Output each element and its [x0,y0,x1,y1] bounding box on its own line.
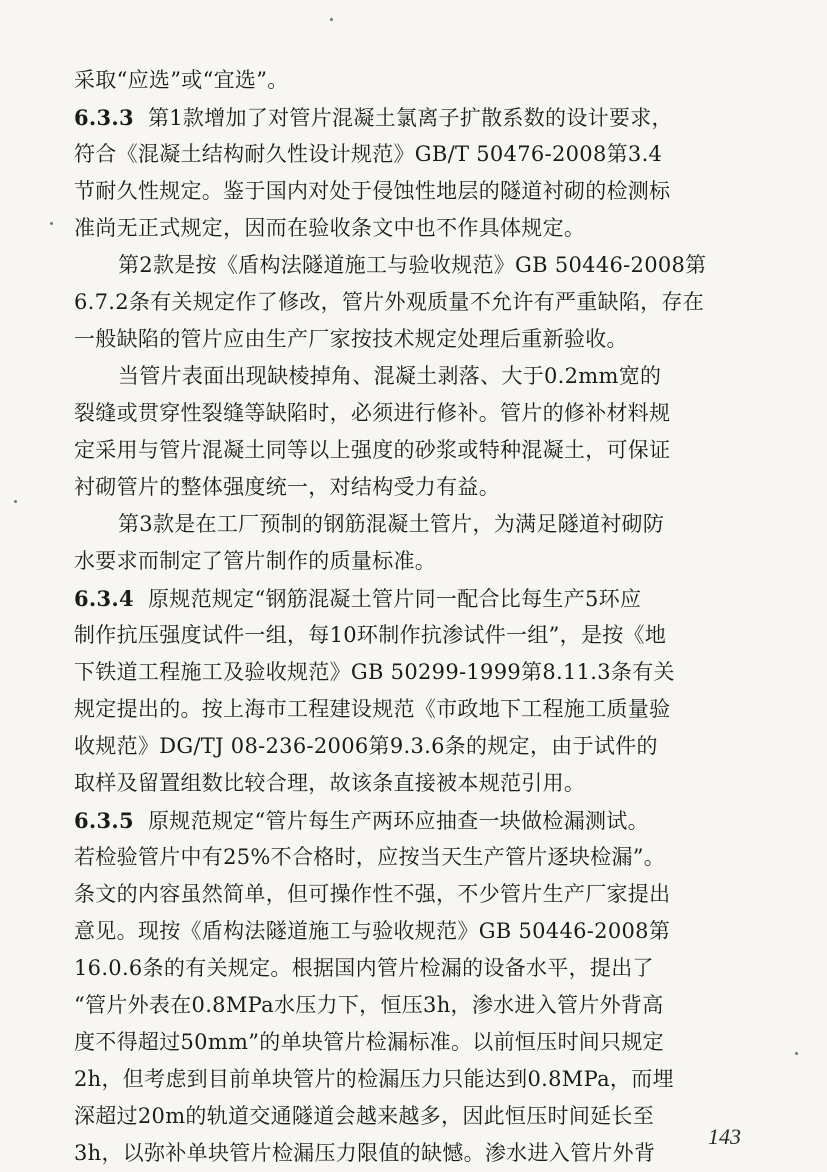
line-text: 第3款是在工厂预制的钢筋混凝土管片，为满足隧道衬砌防 [118,512,665,536]
line-text: 准尚无正式规定，因而在验收条文中也不作具体规定。 [74,216,586,240]
section-number: 6.3.5 [74,808,134,833]
text-line [74,432,764,469]
text-line [74,913,764,950]
text-line [74,136,764,173]
text-line [74,1024,764,1061]
line-text: 一般缺陷的管片应由生产厂家按技术规定处理后重新验收。 [74,327,628,351]
text-line [74,1061,764,1098]
line-text: 原规范规定“钢筋混凝土管片同一配合比每生产5环应 [147,587,642,611]
line-text: 符合《混凝土结构耐久性设计规范》GB/T 50476-2008第3.4 [74,142,663,166]
line-text: 收规范》DG/TJ 08-236-2006第9.3.6条的规定，由于试件的 [74,734,658,758]
text-line [74,469,764,506]
text-line [74,654,764,691]
text-line [74,358,764,395]
text-line [74,765,764,802]
scan-speck [330,18,333,21]
text-line [74,1098,764,1135]
text-line [74,950,764,987]
line-text: 第2款是按《盾构法隧道施工与验收规范》GB 50446-2008第 [118,253,707,277]
text-line [74,210,764,247]
line-text: 节耐久性规定。鉴于国内对处于侵蚀性地层的隧道衬砌的检测标 [74,179,671,203]
line-text: 当管片表面出现缺棱掉角、混凝土剥落、大于0.2mm宽的 [118,364,662,388]
line-text: 度不得超过50mm”的单块管片检漏标准。以前恒压时间只规定 [74,1030,664,1054]
text-line [74,987,764,1024]
line-text: 制作抗压强度试件一组，每10环制作抗渗试件一组”，是按《地 [74,623,667,647]
scan-speck [14,500,17,503]
line-text: 第1款增加了对管片混凝土氯离子扩散系数的设计要求， [147,106,673,130]
line-text: 6.7.2条有关规定作了修改，管片外观质量不允许有严重缺陷，存在 [74,290,705,314]
text-line [74,62,764,99]
line-text: 3h，以弥补单块管片检漏压力限值的缺憾。渗水进入管片外背 [74,1141,656,1165]
text-line [74,395,764,432]
line-text: 定采用与管片混凝土同等以上强度的砂浆或特种混凝土，可保证 [74,438,671,462]
page-number: 143 [708,1124,741,1149]
line-text: 采取“应选”或“宜选”。 [74,68,289,92]
line-text: 规定提出的。按上海市工程建设规范《市政地下工程施工质量验 [74,697,671,721]
line-text: 深超过20m的轨道交通隧道会越来越多，因此恒压时间延长至 [74,1104,655,1128]
scan-speck [50,222,53,225]
line-text: 取样及留置组数比较合理，故该条直接被本规范引用。 [74,771,586,795]
text-line [74,247,764,284]
line-text: 条文的内容虽然简单，但可操作性不强，不少管片生产厂家提出 [74,882,671,906]
line-text: 2h，但考虑到目前单块管片的检漏压力只能达到0.8MPa，而埋 [74,1067,674,1091]
text-line [74,617,764,654]
line-text: 意见。现按《盾构法隧道施工与验收规范》GB 50446-2008第 [74,919,671,943]
text-line [74,1135,764,1172]
line-text: 水要求而制定了管片制作的质量标准。 [74,549,437,573]
text-line [74,284,764,321]
line-text: 下铁道工程施工及验收规范》GB 50299-1999第8.11.3条有关 [74,660,675,684]
line-text: 原规范规定“管片每生产两环应抽查一块做检漏测试。 [147,809,649,833]
section-number: 6.3.3 [74,105,134,130]
text-line [74,543,764,580]
line-text: 裂缝或贯穿性裂缝等缺陷时，必须进行修补。管片的修补材料规 [74,401,671,425]
text-line [74,506,764,543]
text-line [74,728,764,765]
text-line [74,99,764,136]
text-line [74,802,764,839]
text-line [74,580,764,617]
text-line [74,691,764,728]
line-text: 衬砌管片的整体强度统一，对结构受力有益。 [74,475,500,499]
text-line [74,839,764,876]
text-line [74,173,764,210]
line-text: “管片外表在0.8MPa水压力下，恒压3h，渗水进入管片外背高 [74,993,664,1017]
document-body [74,62,764,1172]
text-line [74,876,764,913]
line-text: 若检验管片中有25%不合格时，应按当天生产管片逐块检漏”。 [74,845,666,869]
line-text: 16.0.6条的有关规定。根据国内管片检漏的设备水平，提出了 [74,956,654,980]
section-number: 6.3.4 [74,586,134,611]
text-line [74,321,764,358]
scan-speck [795,1052,798,1055]
